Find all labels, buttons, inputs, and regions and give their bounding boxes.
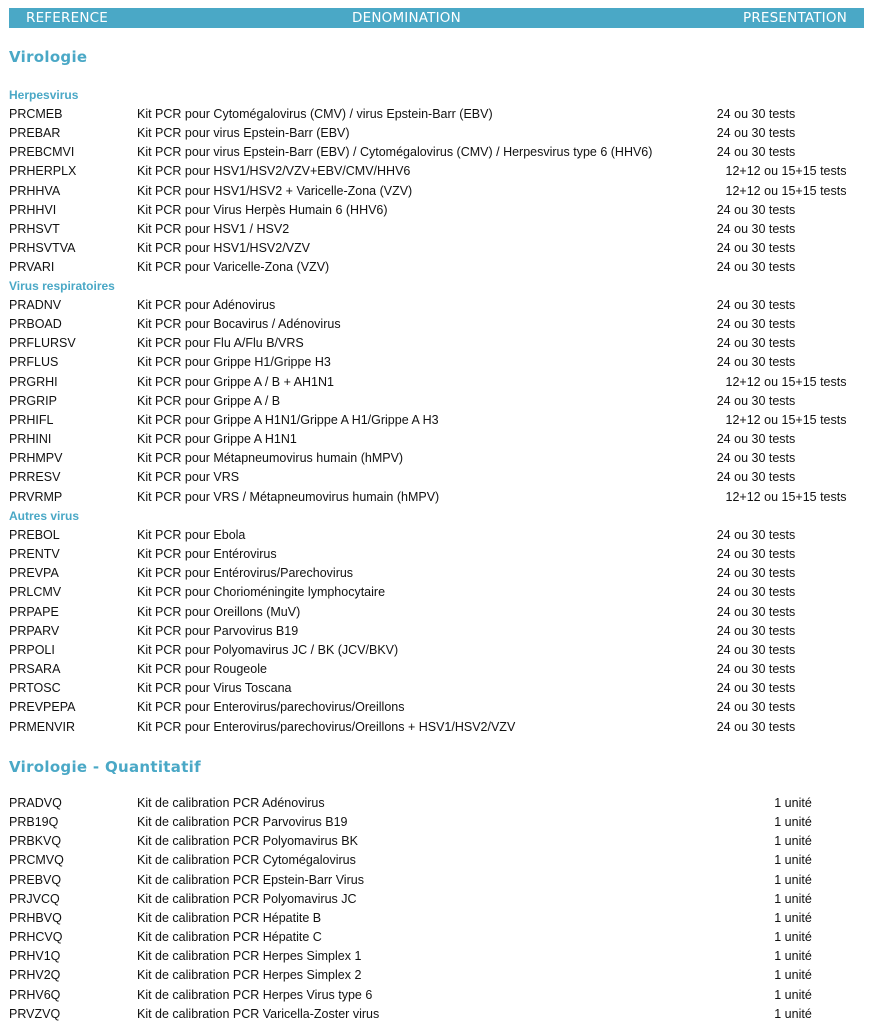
cell-ref: PRHBVQ: [9, 910, 62, 925]
cell-pres: 12+12 ou 15+15 tests: [725, 374, 847, 389]
cell-pres: 1 unité: [774, 853, 812, 868]
cell-den: Kit PCR pour HSV1/HSV2/VZV+EBV/CMV/HHV6: [137, 164, 411, 179]
table-row: [0, 1007, 873, 1026]
cell-ref: PRHV1Q: [9, 949, 61, 964]
table-row: [0, 949, 873, 968]
table-row: [0, 834, 873, 853]
cell-pres: 24 ou 30 tests: [716, 470, 796, 485]
cell-ref: PRGRIP: [9, 393, 57, 408]
cell-ref: PREBOL: [9, 528, 60, 542]
header-reference: REFERENCE: [26, 10, 108, 26]
cell-ref: PREVPA: [9, 566, 59, 581]
cell-den: Kit de calibration PCR Adénovirus: [137, 796, 325, 810]
cell-den: Kit PCR pour VRS: [137, 470, 240, 485]
cell-den: Kit PCR pour Polyomavirus JC / BK (JCV/BKV): [137, 642, 399, 657]
cell-pres: 24 ou 30 tests: [716, 662, 796, 677]
cell-ref: PREBAR: [9, 126, 61, 141]
cell-pres: 24 ou 30 tests: [716, 336, 796, 351]
table-row: [0, 720, 873, 739]
cell-pres: 24 ou 30 tests: [716, 642, 796, 657]
cell-den: Kit de calibration PCR Polyomavirus JC: [137, 891, 357, 906]
cell-pres: 1 unité: [774, 949, 812, 964]
cell-pres: 24 ou 30 tests: [716, 604, 796, 619]
cell-ref: PRB19Q: [9, 815, 59, 830]
cell-den: Kit de calibration PCR Cytomégalovirus: [137, 853, 356, 868]
cell-den: Kit PCR pour HSV1/HSV2/VZV: [137, 241, 310, 256]
cell-ref: PRADNV: [9, 298, 62, 312]
cell-den: Kit PCR pour Parvovirus B19: [137, 623, 299, 638]
cell-den: Kit PCR pour virus Epstein-Barr (EBV): [137, 126, 350, 141]
cell-den: Kit PCR pour Grippe H1/Grippe H3: [137, 355, 331, 370]
table-row: [0, 184, 873, 203]
cell-den: Kit de calibration PCR Herpes Simplex 2: [137, 968, 362, 983]
cell-ref: PRCMVQ: [9, 853, 64, 868]
table-row: [0, 624, 873, 643]
cell-den: Kit PCR pour VRS / Métapneumovirus humain (hMPV): [137, 489, 440, 504]
cell-pres: 24 ou 30 tests: [716, 547, 796, 562]
table-row: [0, 892, 873, 911]
cell-ref: PRPAPE: [9, 604, 59, 619]
cell-den: Kit PCR pour Enterovirus/parechovirus/Oreillons + HSV1/HSV2/VZV: [137, 719, 516, 734]
cell-den: Kit PCR pour HSV1 / HSV2: [137, 221, 290, 236]
cell-ref: PRPARV: [9, 623, 60, 638]
group-title-herpesvirus: Herpesvirus: [9, 88, 79, 102]
cell-pres: 24 ou 30 tests: [716, 221, 796, 236]
cell-pres: 24 ou 30 tests: [716, 145, 796, 160]
table-row: [0, 203, 873, 222]
table-row: [0, 222, 873, 241]
group-title-autres-virus: Autres virus: [9, 509, 80, 523]
cell-ref: PRPOLI: [9, 642, 55, 657]
cell-den: Kit de calibration PCR Hépatite B: [137, 910, 322, 925]
table-row: [0, 107, 873, 126]
cell-ref: PRHMPV: [9, 451, 63, 466]
cell-ref: PRTOSC: [9, 681, 61, 696]
cell-den: Kit PCR pour HSV1/HSV2 + Varicelle-Zona (VZV): [137, 183, 413, 198]
cell-pres: 1 unité: [774, 815, 812, 830]
cell-den: Kit PCR pour Virus Herpès Humain 6 (HHV6): [137, 202, 388, 217]
cell-pres: 24 ou 30 tests: [716, 260, 796, 275]
table-row: [0, 700, 873, 719]
cell-den: Kit PCR pour Ebola: [137, 528, 246, 542]
cell-ref: PRHSVT: [9, 221, 60, 236]
table-row: [0, 145, 873, 164]
cell-ref: PRRESV: [9, 470, 61, 485]
cell-ref: PREBVQ: [9, 872, 62, 887]
cell-den: Kit PCR pour Adénovirus: [137, 298, 276, 312]
cell-ref: PRHSVTVA: [9, 241, 76, 256]
cell-den: Kit PCR pour Grippe A / B: [137, 393, 281, 408]
cell-pres: 1 unité: [774, 968, 812, 983]
cell-den: Kit PCR pour Varicelle-Zona (VZV): [137, 260, 330, 275]
cell-ref: PRLCMV: [9, 585, 62, 600]
cell-pres: 24 ou 30 tests: [716, 298, 796, 312]
table-row: [0, 394, 873, 413]
cell-pres: 24 ou 30 tests: [716, 681, 796, 696]
cell-pres: 1 unité: [774, 872, 812, 887]
cell-den: Kit PCR pour Grippe A H1N1/Grippe A H1/Grippe A H3: [137, 412, 439, 427]
cell-den: Kit PCR pour Entérovirus: [137, 547, 277, 562]
cell-pres: 1 unité: [774, 796, 812, 810]
cell-pres: 24 ou 30 tests: [716, 566, 796, 581]
cell-pres: 24 ou 30 tests: [716, 107, 796, 121]
table-header: [9, 8, 864, 28]
cell-den: Kit PCR pour Rougeole: [137, 662, 267, 677]
table-row: [0, 873, 873, 892]
table-row: [0, 566, 873, 585]
cell-ref: PRHERPLX: [9, 164, 77, 179]
cell-ref: PRVRMP: [9, 489, 63, 504]
cell-den: Kit de calibration PCR Varicella-Zoster virus: [137, 1006, 380, 1021]
cell-ref: PRHCVQ: [9, 930, 63, 945]
cell-den: Kit de calibration PCR Polyomavirus BK: [137, 834, 358, 849]
cell-pres: 24 ou 30 tests: [716, 126, 796, 141]
cell-pres: 1 unité: [774, 987, 812, 1002]
cell-den: Kit PCR pour Grippe A H1N1: [137, 432, 297, 447]
cell-ref: PRBKVQ: [9, 834, 62, 849]
table-row: [0, 815, 873, 834]
table-row: [0, 355, 873, 374]
cell-ref: PRFLURSV: [9, 336, 76, 351]
cell-ref: PRHINI: [9, 432, 52, 447]
cell-pres: 12+12 ou 15+15 tests: [725, 412, 847, 427]
cell-ref: PRENTV: [9, 547, 60, 562]
cell-pres: 12+12 ou 15+15 tests: [725, 489, 847, 504]
cell-ref: PRJVCQ: [9, 891, 60, 906]
cell-pres: 24 ou 30 tests: [716, 355, 796, 370]
header-presentation: PRESENTATION: [743, 10, 847, 26]
cell-den: Kit PCR pour Enterovirus/parechovirus/Oreillons: [137, 700, 405, 715]
table-row: [0, 260, 873, 279]
table-row: [0, 164, 873, 183]
cell-den: Kit PCR pour Métapneumovirus humain (hMPV): [137, 451, 404, 466]
table-row: [0, 681, 873, 700]
table-row: [0, 547, 873, 566]
cell-ref: PRGRHI: [9, 374, 58, 389]
cell-ref: PRCMEB: [9, 107, 63, 121]
cell-pres: 12+12 ou 15+15 tests: [725, 164, 847, 179]
cell-den: Kit PCR pour virus Epstein-Barr (EBV) / Cytomégalovirus (CMV) / Herpesvirus type 6 (HHV6): [137, 145, 653, 160]
cell-ref: PRADVQ: [9, 796, 62, 810]
table-row: [0, 470, 873, 489]
cell-den: Kit de calibration PCR Herpes Simplex 1: [137, 949, 362, 964]
cell-ref: PRVARI: [9, 260, 55, 275]
cell-pres: 24 ou 30 tests: [716, 317, 796, 332]
table-row: [0, 451, 873, 470]
cell-pres: 1 unité: [774, 1006, 812, 1021]
cell-pres: 1 unité: [774, 910, 812, 925]
cell-pres: 24 ou 30 tests: [716, 700, 796, 715]
cell-ref: PRFLUS: [9, 355, 59, 370]
table-row: [0, 930, 873, 949]
cell-ref: PRHV2Q: [9, 968, 61, 983]
section-title-virologie: Virologie: [9, 48, 88, 66]
table-row: [0, 413, 873, 432]
cell-pres: 24 ou 30 tests: [716, 623, 796, 638]
cell-ref: PRHHVA: [9, 183, 61, 198]
cell-ref: PREBCMVI: [9, 145, 75, 160]
cell-pres: 24 ou 30 tests: [716, 202, 796, 217]
cell-den: Kit PCR pour Virus Toscana: [137, 681, 292, 696]
table-row: [0, 126, 873, 145]
cell-den: Kit PCR pour Grippe A / B + AH1N1: [137, 374, 334, 389]
cell-pres: 24 ou 30 tests: [716, 528, 796, 542]
cell-ref: PRHHVI: [9, 202, 57, 217]
cell-ref: PRSARA: [9, 662, 61, 677]
table-row: [0, 988, 873, 1007]
table-row: [0, 968, 873, 987]
table-row: [0, 911, 873, 930]
table-row: [0, 528, 873, 547]
cell-ref: PRMENVIR: [9, 719, 75, 734]
cell-den: Kit PCR pour Cytomégalovirus (CMV) / virus Epstein-Barr (EBV): [137, 107, 493, 121]
table-row: [0, 662, 873, 681]
cell-den: Kit de calibration PCR Epstein-Barr Virus: [137, 872, 364, 887]
header-denomination: DENOMINATION: [352, 10, 461, 26]
cell-pres: 12+12 ou 15+15 tests: [725, 183, 847, 198]
cell-den: Kit de calibration PCR Parvovirus B19: [137, 815, 348, 830]
table-row: [0, 585, 873, 604]
table-row: [0, 605, 873, 624]
cell-pres: 24 ou 30 tests: [716, 393, 796, 408]
cell-pres: 24 ou 30 tests: [716, 585, 796, 600]
cell-pres: 24 ou 30 tests: [716, 432, 796, 447]
group-title-virus-respiratoires: Virus respiratoires: [9, 279, 115, 293]
table-row: [0, 796, 873, 815]
cell-pres: 1 unité: [774, 834, 812, 849]
cell-den: Kit PCR pour Chorioméningite lymphocytaire: [137, 585, 386, 600]
cell-pres: 1 unité: [774, 930, 812, 945]
section-title-quantitatif: Virologie - Quantitatif: [9, 758, 201, 776]
table-row: [0, 375, 873, 394]
cell-pres: 24 ou 30 tests: [716, 241, 796, 256]
table-row: [0, 643, 873, 662]
cell-ref: PRHV6Q: [9, 987, 61, 1002]
cell-ref: PRBOAD: [9, 317, 62, 332]
cell-den: Kit de calibration PCR Herpes Virus type 6: [137, 987, 373, 1002]
cell-den: Kit PCR pour Flu A/Flu B/VRS: [137, 336, 304, 351]
cell-pres: 24 ou 30 tests: [716, 719, 796, 734]
table-row: [0, 317, 873, 336]
cell-pres: 24 ou 30 tests: [716, 451, 796, 466]
cell-den: Kit PCR pour Bocavirus / Adénovirus: [137, 317, 341, 332]
table-row: [0, 853, 873, 872]
cell-den: Kit PCR pour Oreillons (MuV): [137, 604, 301, 619]
cell-den: Kit PCR pour Entérovirus/Parechovirus: [137, 566, 354, 581]
table-row: [0, 336, 873, 355]
cell-pres: 1 unité: [774, 891, 812, 906]
table-row: [0, 298, 873, 317]
cell-den: Kit de calibration PCR Hépatite C: [137, 930, 322, 945]
table-row: [0, 432, 873, 451]
cell-ref: PREVPEPA: [9, 700, 76, 715]
cell-ref: PRHIFL: [9, 412, 54, 427]
table-row: [0, 241, 873, 260]
table-row: [0, 490, 873, 509]
cell-ref: PRVZVQ: [9, 1006, 61, 1021]
